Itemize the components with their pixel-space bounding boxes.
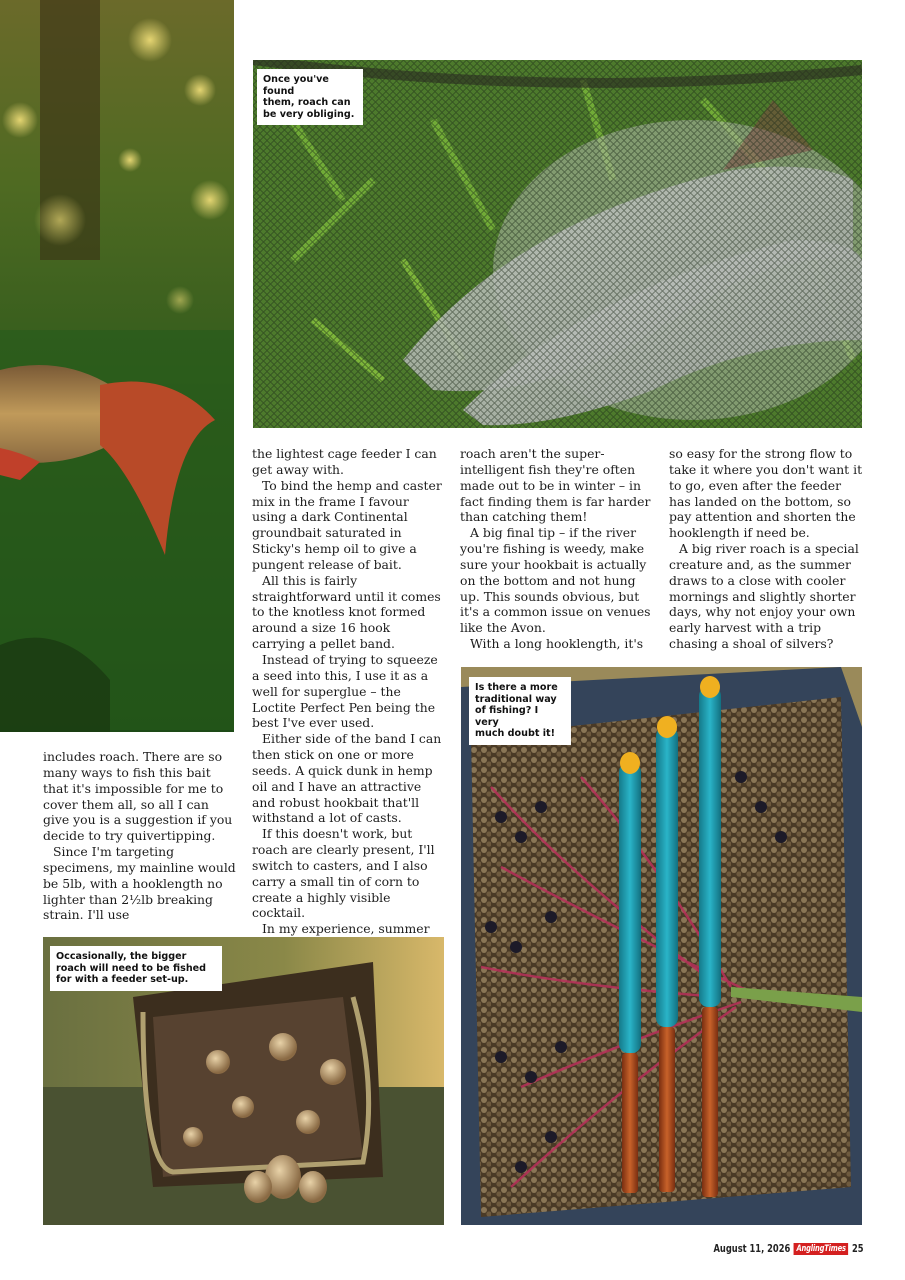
paragraph: A big river roach is a special creature and, as the summer draws to a close with cooler mornings and slightly shorter days, why not enjoy your own early harvest with a trip chasing a shoal of silvers? — [669, 541, 859, 652]
article-column-1 — [43, 749, 239, 923]
roach-tail-photo — [0, 0, 234, 732]
article-column-3 — [460, 446, 656, 652]
paragraph: To bind the hemp and caster mix in the frame I favour using a dark Continental groundbait saturated in Sticky's hemp oil to give a pungent release of bait. — [252, 477, 442, 572]
floats-caption: Is there a more traditional way of fishing? I very much doubt it! — [469, 677, 571, 745]
page-footer — [714, 1243, 864, 1255]
article-column-4 — [669, 446, 865, 652]
paragraph: If this doesn't work, but roach are clearly present, I'll switch to casters, and I also carry a small tin of corn to create a highly visible cocktail. — [252, 826, 435, 921]
paragraph: In my experience, summer — [262, 921, 430, 937]
floats-elderberries-photo — [461, 667, 862, 1225]
paragraph: Either side of the band I can then stick on one or more seeds. A quick dunk in hemp oil and I have an attractive and robust hookbait that'll withstand a lot of casts. — [252, 731, 442, 826]
paragraph: includes roach. There are so many ways to fish this bait that it's impossible for me to cover them all, so all I can give you is a suggestion if you decide to try quivertipping. — [43, 749, 233, 844]
paragraph: Since I'm targeting specimens, my mainline would be 5lb, with a hooklength no lighter than 2½lb breaking strain. I'll use — [43, 844, 236, 923]
paragraph: A big final tip – if the river you're fishing is weedy, make sure your hookbait is actually on the bottom and not hung up. This sounds obvious, but it's a common issue on venues like the Avon. — [460, 525, 651, 636]
paragraph: With a long hooklength, it's — [470, 636, 644, 652]
paragraph: roach aren't the super-intelligent fish they're often made out to be in winter – in fact finding them is far harder than catching them! — [460, 446, 651, 525]
paragraph: the lightest cage feeder I can get away with. — [252, 446, 437, 477]
keepnet-caption: Once you've found them, roach can be very obliging. — [257, 69, 363, 125]
issue-date: August 11, 2026 — [713, 1243, 791, 1255]
feeder-caption: Occasionally, the bigger roach will need to be fished for with a feeder set-up. — [50, 946, 222, 991]
paragraph: All this is fairly straightforward until it comes to the knotless knot formed around a size 16 hook carrying a pellet band. — [252, 572, 441, 652]
page-number: 25 — [852, 1243, 864, 1255]
magazine-logo: AnglingTimes — [794, 1243, 849, 1255]
paragraph: so easy for the strong flow to take it where you don't want it to go, even after the feeder has landed on the bottom, so pay attention and shorten the hooklength if need be. — [669, 446, 863, 541]
article-column-2 — [252, 446, 446, 937]
paragraph: Instead of trying to squeeze a seed into this, I use it as a well for superglue – the Loctite Perfect Pen being the best I've ever used. — [252, 651, 438, 731]
